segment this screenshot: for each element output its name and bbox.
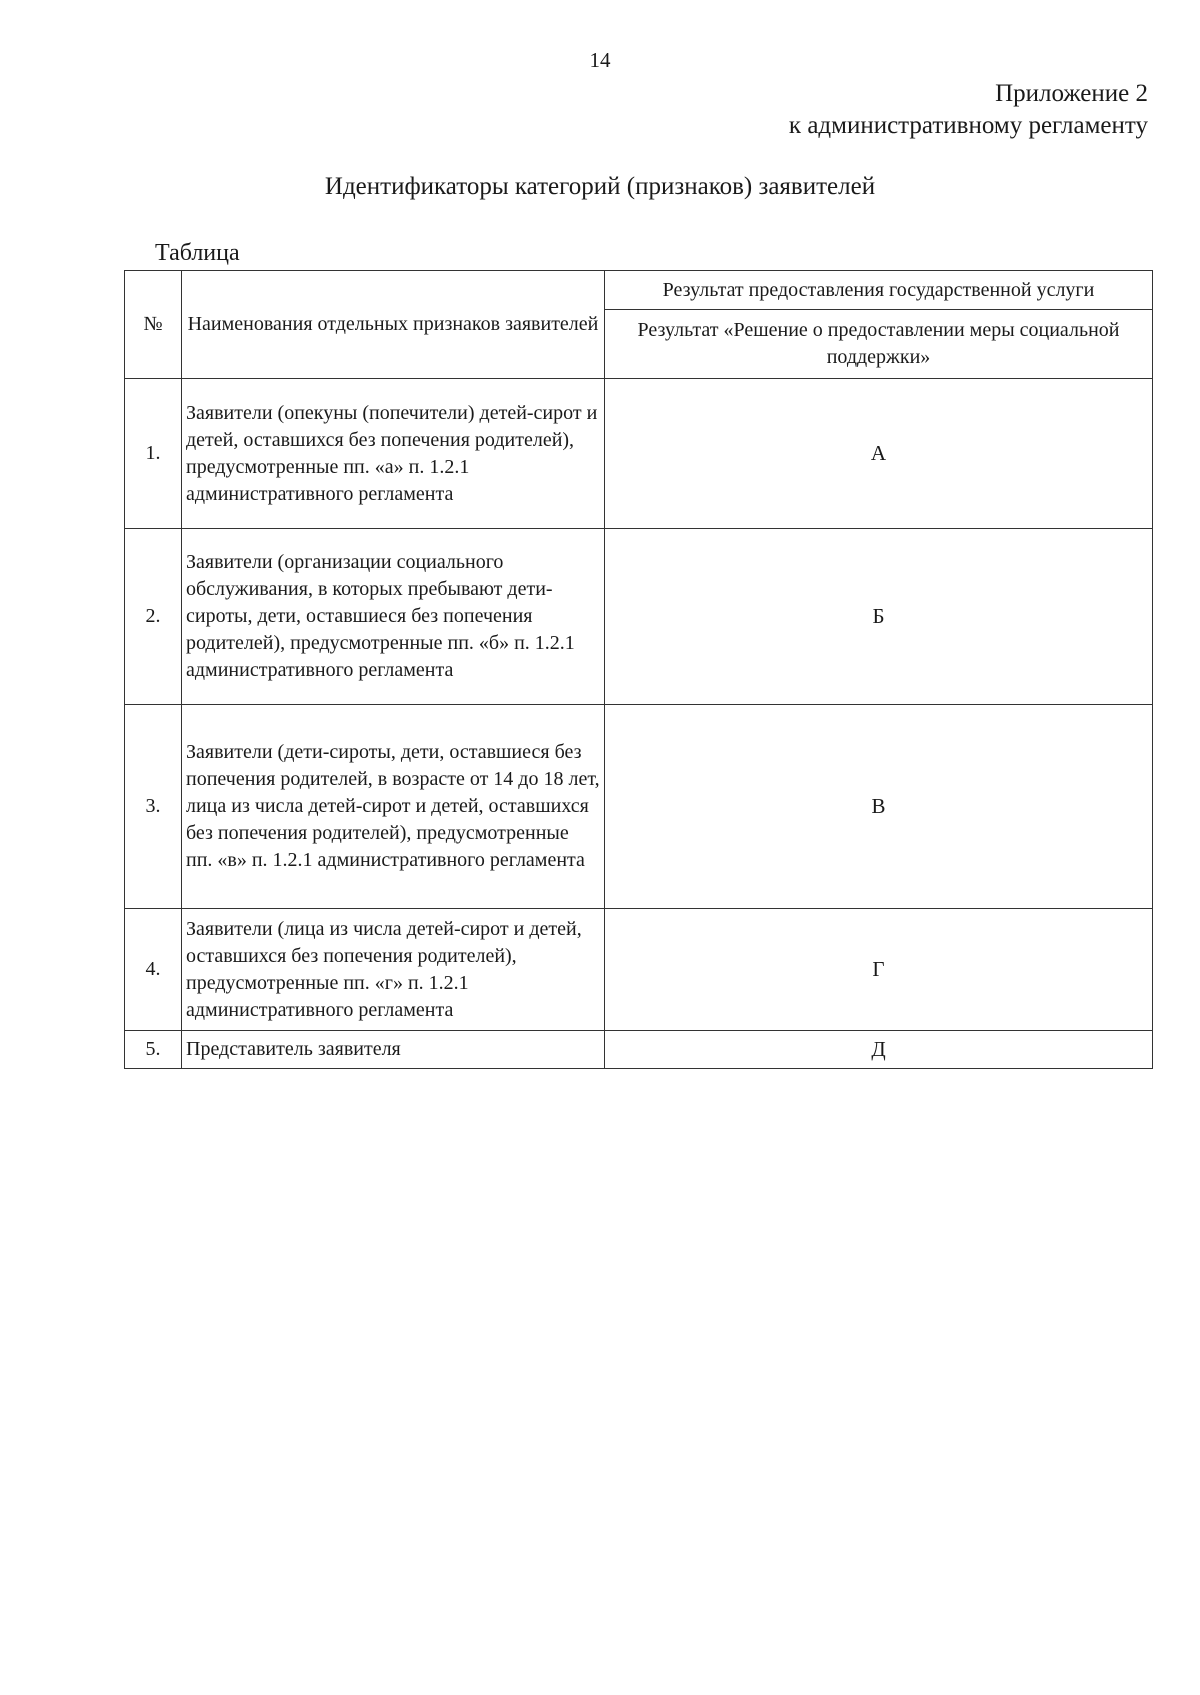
appendix-line-2: к административному регламенту [788,112,1148,139]
header-name: Наименования отдельных признаков заявителей [182,271,605,379]
table-row [125,705,1153,909]
table-header-row [125,271,1153,310]
row-name: Представитель заявителя [182,1031,605,1069]
table-row [125,529,1153,705]
page-number: 14 [589,48,611,72]
row-name: Заявители (опекуны (попечители) детей-сирот и детей, оставшихся без попечения родителей), предусмотренные пп. «а» п. 1.2.1 административного регламента [182,379,605,529]
applicant-categories-table [124,270,1153,1069]
row-number: 5. [125,1031,182,1069]
row-code: А [605,379,1153,529]
row-name: Заявители (дети-сироты, дети, оставшиеся без попечения родителей, в возрасте от 14 до 18 лет, лица из числа детей-сирот и детей, оставшихся без попечения родителей), предусмотренные пп. «в» п. 1.2.1 административного регламента [182,705,605,909]
row-code: Д [605,1031,1153,1069]
row-number: 2. [125,529,182,705]
table-row [125,1031,1153,1069]
document-title: Идентификаторы категорий (признаков) заявителей [324,173,876,200]
row-code: Б [605,529,1153,705]
row-code: Г [605,909,1153,1031]
row-name: Заявители (лица из числа детей-сирот и детей, оставшихся без попечения родителей), предусмотренные пп. «г» п. 1.2.1 административного регламента [182,909,605,1031]
row-code: В [605,705,1153,909]
appendix-line-1: Приложение 2 [995,80,1148,107]
row-number: 3. [125,705,182,909]
header-number: № [125,271,182,379]
header-result-group: Результат предоставления государственной услуги [605,271,1153,310]
table-row [125,909,1153,1031]
row-name: Заявители (организации социального обслуживания, в которых пребывают дети-сироты, дети, оставшиеся без попечения родителей), предусмотренные пп. «б» п. 1.2.1 административного регламента [182,529,605,705]
table-row [125,379,1153,529]
header-result-sub: Результат «Решение о предоставлении меры социальной поддержки» [605,310,1153,379]
row-number: 1. [125,379,182,529]
appendix-header [789,78,1148,142]
row-number: 4. [125,909,182,1031]
table-label: Таблица [155,240,240,266]
